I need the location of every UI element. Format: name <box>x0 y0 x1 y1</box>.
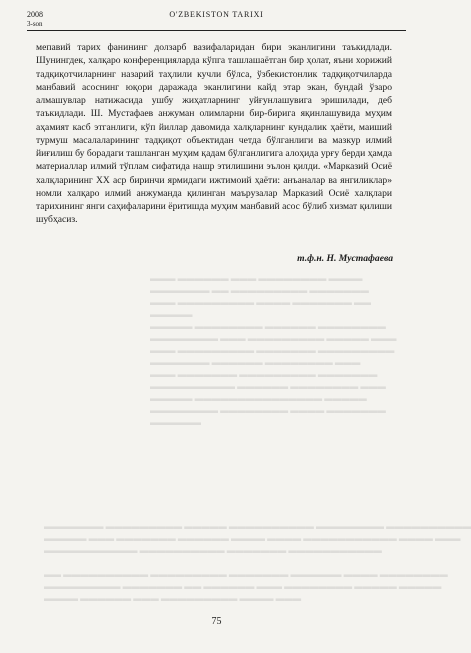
article-paragraph: мепавий тарих фанининг долзарб вазифаларидан бири эканлигини таъкидлади. Шунингдек, халқаро конференцияларда кўпга ташлашаётган бир ҳолат, яъни хорижий тадқиқотчиларнинг назарий таҳлили кучли бўлса, ўзбекистонлик тадқиқотчиларда манбавий асоснинг юқори даражада эканлигини кайд этар экан, бундай ўзаро алмашувлар натижасида ушбу жиҳатларнинг уйғунлашувига эришилади, деб таъкидлади. Ш. Мустафаев анжуман олимларни бир-бирига яқинлашувида муҳим аҳамият касб этганлиги, кўп йиллар давомида халқларнинг кундалик ҳаёти, маиший турмуш масалаларининг тадқиқот объектидан четда бўлганлиги ва мазкур илмий йиғилиш бу борадаги ташланган муҳим қадам бўлганлигига алоҳида урғу берди ҳамда материаллар илмий тўплам сифатида нашр этилишини эълон қилди. «Марказий Осиё халқларининг XX аср биринчи ярмидаги ижтимоий ҳаёти: анъаналар ва янгиликлар» номли халқаро илмий анжуманда қилинган маърузалар Марказий Осиё халқлари тарихининг янги саҳифаларини ёритишда муҳим манбавий асос бўлиб хизмат қилиши шубҳасиз. <box>36 42 392 226</box>
header-year: 2008 <box>27 10 43 19</box>
page-number: 75 <box>211 616 222 627</box>
header-issue: 3-son <box>27 20 43 28</box>
article-body <box>36 41 392 227</box>
show-through-lower: ▬▬▬▬▬▬▬ ▬▬▬▬▬▬▬▬▬ ▬▬▬▬▬ ▬▬▬▬▬▬▬▬▬▬ ▬▬▬▬▬▬▬▬ ▬▬▬▬▬▬▬▬▬▬ ▬▬▬▬▬ ▬▬▬ ▬▬▬▬▬▬▬ ▬▬▬▬▬▬ ▬▬▬▬ ▬▬▬▬ ▬▬▬▬▬▬▬▬▬▬▬ ▬▬▬▬ ▬▬▬ ▬▬▬▬▬▬▬▬▬▬▬ ▬▬▬▬▬▬▬▬▬▬ ▬▬▬▬▬▬▬ ▬▬▬▬▬▬▬▬▬▬▬ ▬▬ ▬▬▬▬▬▬▬▬▬▬ ▬▬▬▬▬▬▬▬▬ ▬▬▬▬▬▬▬ ▬▬▬▬▬▬ ▬▬▬▬ ▬▬▬▬▬▬▬▬ ▬▬▬▬▬▬▬▬▬ ▬▬▬▬▬▬▬ ▬▬ ▬▬▬▬▬▬ ▬▬▬ ▬▬▬▬▬▬▬▬ ▬▬▬▬▬ ▬▬▬▬▬ ▬▬▬▬ ▬▬▬▬▬▬ ▬▬▬ ▬▬▬▬▬▬▬▬▬ ▬▬▬▬ ▬▬▬ <box>44 521 471 603</box>
header-journal-title: O'ZBEKISTON TARIXI <box>169 10 264 19</box>
author-signature: т.ф.н. Н. Мустафаева <box>297 253 393 264</box>
show-through-upper: ▬▬▬ ▬▬▬▬▬▬ ▬▬▬ ▬▬▬▬▬▬▬▬ ▬▬▬▬ ▬▬▬▬▬▬▬ ▬▬ ▬▬▬▬▬▬▬▬▬ ▬▬▬▬▬▬▬ ▬▬▬ ▬▬▬▬▬▬▬▬▬ ▬▬▬▬ ▬▬▬▬▬▬▬ ▬▬ ▬▬▬▬▬ ▬▬▬▬▬ ▬▬▬▬▬▬▬▬ ▬▬▬▬▬▬ ▬▬▬▬▬▬▬▬ ▬▬▬▬▬▬▬▬ ▬▬▬ ▬▬▬▬▬▬▬▬▬ ▬▬▬▬▬ ▬▬▬ ▬▬▬ ▬▬▬▬▬▬▬▬▬ ▬▬▬▬▬▬▬ ▬▬▬▬▬▬▬▬▬ ▬▬▬▬▬▬▬ ▬▬▬▬▬▬ ▬▬▬▬▬▬▬▬ ▬▬▬ ▬▬▬ ▬▬▬▬▬▬▬ ▬▬▬▬▬▬▬▬▬ ▬▬▬▬▬▬▬ ▬▬▬▬▬▬▬▬▬▬ ▬▬▬▬▬▬ ▬▬▬▬▬▬▬▬ ▬▬▬ ▬▬▬▬▬ ▬▬▬▬▬▬▬▬▬▬▬▬▬▬▬ ▬▬▬▬▬ ▬▬▬▬▬▬▬▬ ▬▬▬▬▬▬▬▬ ▬▬▬▬ ▬▬▬▬▬▬▬ ▬▬▬▬▬▬ <box>150 273 397 427</box>
header-divider <box>27 30 406 31</box>
running-header <box>27 10 406 32</box>
